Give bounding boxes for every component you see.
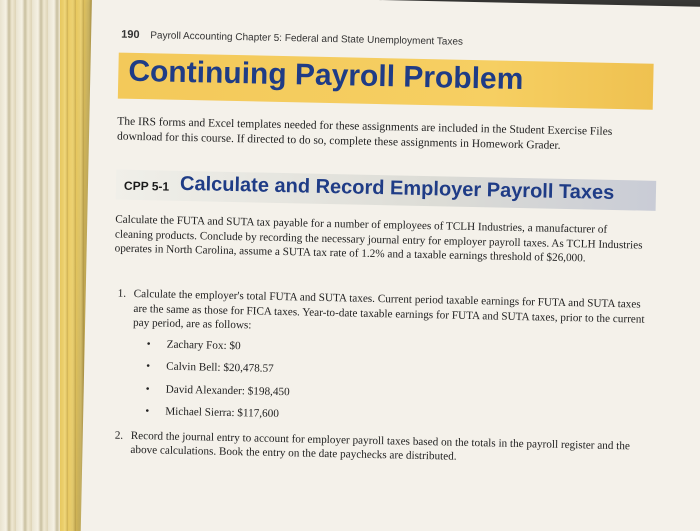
step-1 (111, 287, 654, 430)
list-item: • Calvin Bell: $20,478.57 (146, 360, 274, 375)
step-number: 1. (117, 287, 127, 300)
running-head (121, 29, 463, 48)
intro-paragraph: The IRS forms and Excel templates needed for these assignments are included in the Student Exercise Files download for this course. If directed to do so, complete these assignments in Homework Grader. (116, 115, 613, 152)
page-number: 190 (121, 28, 140, 42)
step-text: Record the journal entry to account for employer payroll taxes based on the totals in the payroll register and the above calculations. Book the entry on the date paychecks are distributed. (130, 429, 631, 463)
bullet-icon: • (145, 382, 150, 395)
step-number: 2. (114, 429, 124, 442)
bullet-icon: • (145, 405, 150, 418)
ytd-earnings-list (131, 336, 653, 429)
step-text: Calculate the employer's total FUTA and SUTA taxes. Current period taxable earnings for FUTA and SUTA taxes are the same as those for FICA taxes. Year-to-date taxable earnings for FUTA and SUTA taxes, prior to the current pay period, are as follows: (132, 287, 645, 332)
steps-list (110, 287, 654, 475)
step-2 (110, 428, 650, 468)
textbook-page (80, 0, 700, 531)
problem-title: Calculate and Record Employer Payroll Taxes (179, 172, 615, 204)
bullet-icon: • (146, 337, 151, 350)
problem-description: Calculate the FUTA and SUTA tax payable for a number of employees of TCLH Industries, a manufacturer of cleaning products. Conclude by recording the necessary journal entry for employer payroll taxes. As TCLH Industries operates in North Carolina, assume a SUTA tax rate of 1.2% and a taxable earnings threshold of $26,000. (114, 213, 643, 265)
running-head-text: Payroll Accounting Chapter 5: Federal and State Unemployment Taxes (150, 30, 464, 48)
section-title: Continuing Payroll Problem (128, 54, 524, 97)
list-item: • Zachary Fox: $0 (146, 337, 241, 352)
problem-code: CPP 5-1 (123, 178, 170, 194)
bullet-icon: • (146, 360, 151, 373)
list-item: • David Alexander: $198,450 (145, 382, 290, 398)
list-item: • Michael Sierra: $117,600 (145, 405, 279, 421)
